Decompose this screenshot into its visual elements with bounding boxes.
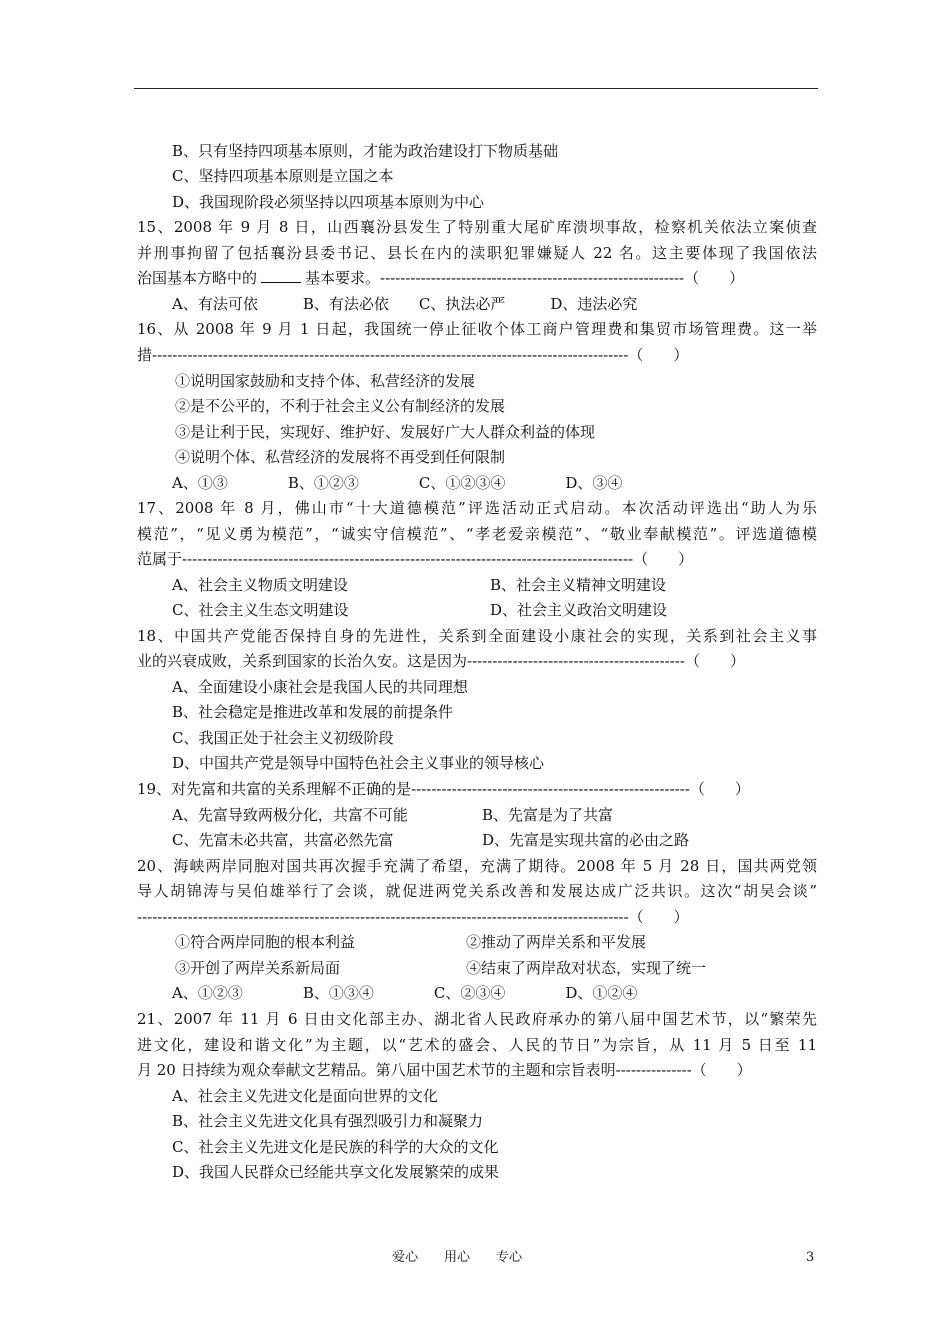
question-16-item4: ④说明个体、私营经济的发展将不再受到任何限制	[175, 448, 506, 466]
question-21-option-b: B、社会主义先进文化具有强烈吸引力和凝聚力	[172, 1112, 484, 1130]
question-19-option-d: D、先富是实现共富的必由之路	[482, 831, 690, 849]
question-17-option-b: B、社会主义精神文明建设	[490, 576, 667, 594]
option-b: B、只有坚持四项基本原则，才能为政治建设打下物质基础	[172, 142, 559, 160]
question-16-line1: 16、从 2008 年 9 月 1 日起，我国统一停止征收个体工商户管理费和集贸市场管理费。这一举	[137, 320, 817, 338]
question-17-option-a: A、社会主义物质文明建设	[172, 576, 348, 594]
question-17-line3: 范属于-----------------------------------------------------------------------------------------（ ）	[137, 550, 694, 568]
question-20-line1: 20、海峡两岸同胞对国共再次握手充满了希望，充满了期待。2008 年 5 月 28 日，国共两党领	[137, 857, 817, 875]
question-20-line3: -------------------------------------------------------------------------------------------------（ ）	[137, 908, 689, 926]
question-16-line2: 措----------------------------------------------------------------------------------------------（ ）	[137, 346, 689, 364]
question-18-option-d: D、中国共产党是领导中国特色社会主义事业的领导核心	[172, 754, 545, 772]
question-17-option-c: C、社会主义生态文明建设	[172, 601, 349, 619]
question-15-line1: 15、2008 年 9 月 8 日，山西襄汾县发生了特别重大尾矿库溃坝事故，检察机关依法立案侦查	[137, 218, 817, 236]
question-19-option-c: C、先富未必共富，共富必然先富	[172, 831, 394, 849]
question-21-line3: 月 20 日持续为观众奉献文艺精品。第八届中国艺术节的主题和宗旨表明---------------（ ）	[137, 1061, 752, 1079]
question-18-line2: 业的兴衰成败，关系到国家的长治久安。这是因为-------------------------------------------（ ）	[137, 652, 745, 670]
question-16-item1: ①说明国家鼓励和支持个体、私营经济的发展	[175, 372, 476, 390]
question-21-line1: 21、2007 年 11 月 6 日由文化部主办、湖北省人民政府承办的第八届中国艺术节，以“繁荣先	[137, 1010, 817, 1028]
question-19-option-a: A、先富导致两极分化，共富不可能	[172, 806, 408, 824]
header-rule	[134, 88, 818, 89]
question-20-item3: ③开创了两岸关系新局面	[175, 959, 341, 977]
option-c: C、坚持四项基本原则是立国之本	[172, 167, 394, 185]
question-20-item1: ①符合两岸同胞的根本利益	[175, 933, 356, 951]
option-d: D、我国现阶段必须坚持以四项基本原则为中心	[172, 193, 485, 211]
question-17-line1: 17、2008 年 8 月，佛山市“十大道德模范”评选活动正式启动。本次活动评选出“助人为乐	[137, 499, 817, 517]
question-19-line1: 19、对先富和共富的关系理解不正确的是-------------------------------------------------------（ ）	[137, 780, 750, 798]
fill-blank	[261, 268, 301, 283]
question-20-item4: ④结束了两岸敌对状态，实现了统一	[466, 959, 707, 977]
question-15-text: 治国基本方略中的	[137, 269, 258, 287]
question-18-option-b: B、社会稳定是推进改革和发展的前提条件	[172, 703, 454, 721]
question-15-line2: 并刑事拘留了包括襄汾县委书记、县长在内的渎职犯罪嫌疑人 22 名。这主要体现了我国依法	[137, 244, 817, 262]
question-16-item3: ③是让利于民，实现好、维护好、发展好广大人群众利益的体现	[175, 423, 596, 441]
question-19-option-b: B、先富是为了共富	[482, 806, 614, 824]
question-17-option-d: D、社会主义政治文明建设	[490, 601, 668, 619]
question-20-item2: ②推动了两岸关系和平发展	[466, 933, 647, 951]
question-21-line2: 进文化，建设和谐文化”为主题，以“艺术的盛会、人民的节日”为宗旨，从 11 月 5 日至 11	[137, 1036, 817, 1054]
question-16-options: A、①③ B、①②③ C、①②③④ D、③④	[172, 474, 623, 492]
question-18-option-c: C、我国正处于社会主义初级阶段	[172, 729, 394, 747]
question-16-item2: ②是不公平的，不利于社会主义公有制经济的发展	[175, 397, 506, 415]
question-20-options: A、①②③ B、①③④ C、②③④ D、①②④	[172, 984, 638, 1002]
question-15-line3	[137, 268, 744, 288]
question-18-line1: 18、中国共产党能否保持自身的先进性，关系到全面建设小康社会的实现，关系到社会主义事	[137, 627, 817, 645]
question-15-options: A、有法可依 B、有法必依 C、执法必严 D、违法必究	[172, 295, 638, 313]
question-15-tail: 基本要求。------------------------------------------------------------（ ）	[305, 269, 745, 287]
question-17-line2: 模范”，“见义勇为模范”，“诚实守信模范”、“孝老爱亲模范”、“敬业奉献模范”。评选道德模	[137, 525, 817, 543]
question-21-option-c: C、社会主义先进文化是民族的科学的大众的文化	[172, 1138, 499, 1156]
page-number: 3	[806, 1250, 815, 1265]
question-21-option-d: D、我国人民群众已经能共享文化发展繁荣的成果	[172, 1163, 500, 1181]
question-18-option-a: A、全面建设小康社会是我国人民的共同理想	[172, 678, 468, 696]
question-20-line2: 导人胡锦涛与吴伯雄举行了会谈，就促进两党关系改善和发展达成广泛共识。这次“胡吴会谈”	[137, 882, 817, 900]
question-21-option-a: A、社会主义先进文化是面向世界的文化	[172, 1087, 438, 1105]
footer-motto: 爱心 用心 专心	[392, 1250, 523, 1265]
